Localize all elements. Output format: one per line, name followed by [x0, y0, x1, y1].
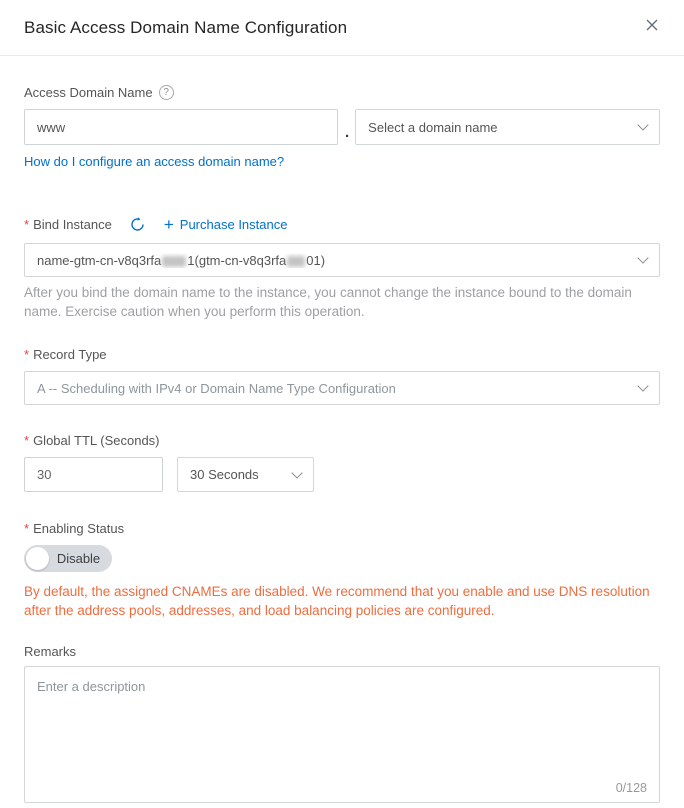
domain-name-select[interactable]	[355, 109, 660, 145]
section-remarks	[24, 644, 660, 803]
enabling-status-label: Enabling Status	[33, 521, 125, 536]
enabling-status-toggle[interactable]	[24, 545, 112, 572]
plus-icon: +	[163, 214, 174, 234]
remarks-textarea[interactable]	[25, 667, 659, 802]
purchase-instance-link[interactable]	[163, 214, 288, 234]
section-enabling-status	[24, 521, 660, 620]
redacted-text	[287, 256, 305, 267]
section-global-ttl	[24, 433, 660, 492]
redacted-text	[162, 256, 186, 267]
required-asterisk: *	[24, 217, 30, 232]
close-icon[interactable]	[642, 15, 662, 35]
char-counter: 0/128	[615, 781, 647, 795]
remarks-label: Remarks	[24, 644, 77, 659]
domain-name-select-value: Select a domain name	[368, 119, 498, 135]
chevron-down-icon	[637, 252, 648, 263]
record-type-label: Record Type	[33, 347, 107, 362]
section-access-domain-name	[24, 85, 660, 171]
required-asterisk: *	[24, 433, 30, 448]
bind-instance-select-value: name-gtm-cn-v8q3rfa 1(gtm-cn-v8q3rfa 01)	[37, 252, 326, 268]
required-asterisk: *	[24, 347, 30, 362]
ttl-unit-select-value: 30 Seconds	[190, 467, 259, 482]
chevron-down-icon	[291, 467, 302, 478]
chevron-down-icon	[637, 380, 648, 391]
cname-disabled-warning: By default, the assigned CNAMEs are disabled. We recommend that you enable and use DNS resolution after the address pools, addresses, and load balancing policies are configured.	[24, 584, 650, 618]
bind-instance-label: Bind Instance	[33, 217, 112, 232]
record-type-select[interactable]	[24, 371, 660, 405]
dialog-header	[0, 0, 684, 56]
configure-domain-help-link[interactable]: How do I configure an access domain name?	[24, 154, 285, 169]
section-bind-instance	[24, 216, 660, 321]
dialog-title: Basic Access Domain Name Configuration	[24, 17, 348, 37]
dialog-body	[0, 85, 684, 803]
help-icon[interactable]: ?	[159, 85, 174, 100]
bind-instance-select[interactable]	[24, 243, 660, 277]
toggle-knob	[26, 547, 49, 570]
global-ttl-label: Global TTL (Seconds)	[33, 433, 160, 448]
bind-instance-note: After you bind the domain name to the instance, you cannot change the instance bound to the domain name. Exercise caution when you perform this operation.	[24, 285, 632, 319]
ttl-unit-select[interactable]	[177, 457, 314, 492]
required-asterisk: *	[24, 521, 30, 536]
record-type-select-value: A -- Scheduling with IPv4 or Domain Name Type Configuration	[37, 380, 396, 396]
access-domain-name-label: Access Domain Name	[24, 85, 153, 100]
refresh-icon[interactable]	[129, 216, 146, 233]
chevron-down-icon	[637, 119, 648, 130]
domain-dot-separator: .	[345, 123, 350, 141]
section-record-type	[24, 347, 660, 405]
remarks-textarea-wrap	[24, 666, 660, 803]
purchase-instance-label: Purchase Instance	[179, 217, 288, 232]
domain-prefix-input[interactable]	[24, 109, 338, 145]
toggle-state-label: Disable	[56, 551, 101, 566]
ttl-value-input[interactable]	[24, 457, 163, 492]
